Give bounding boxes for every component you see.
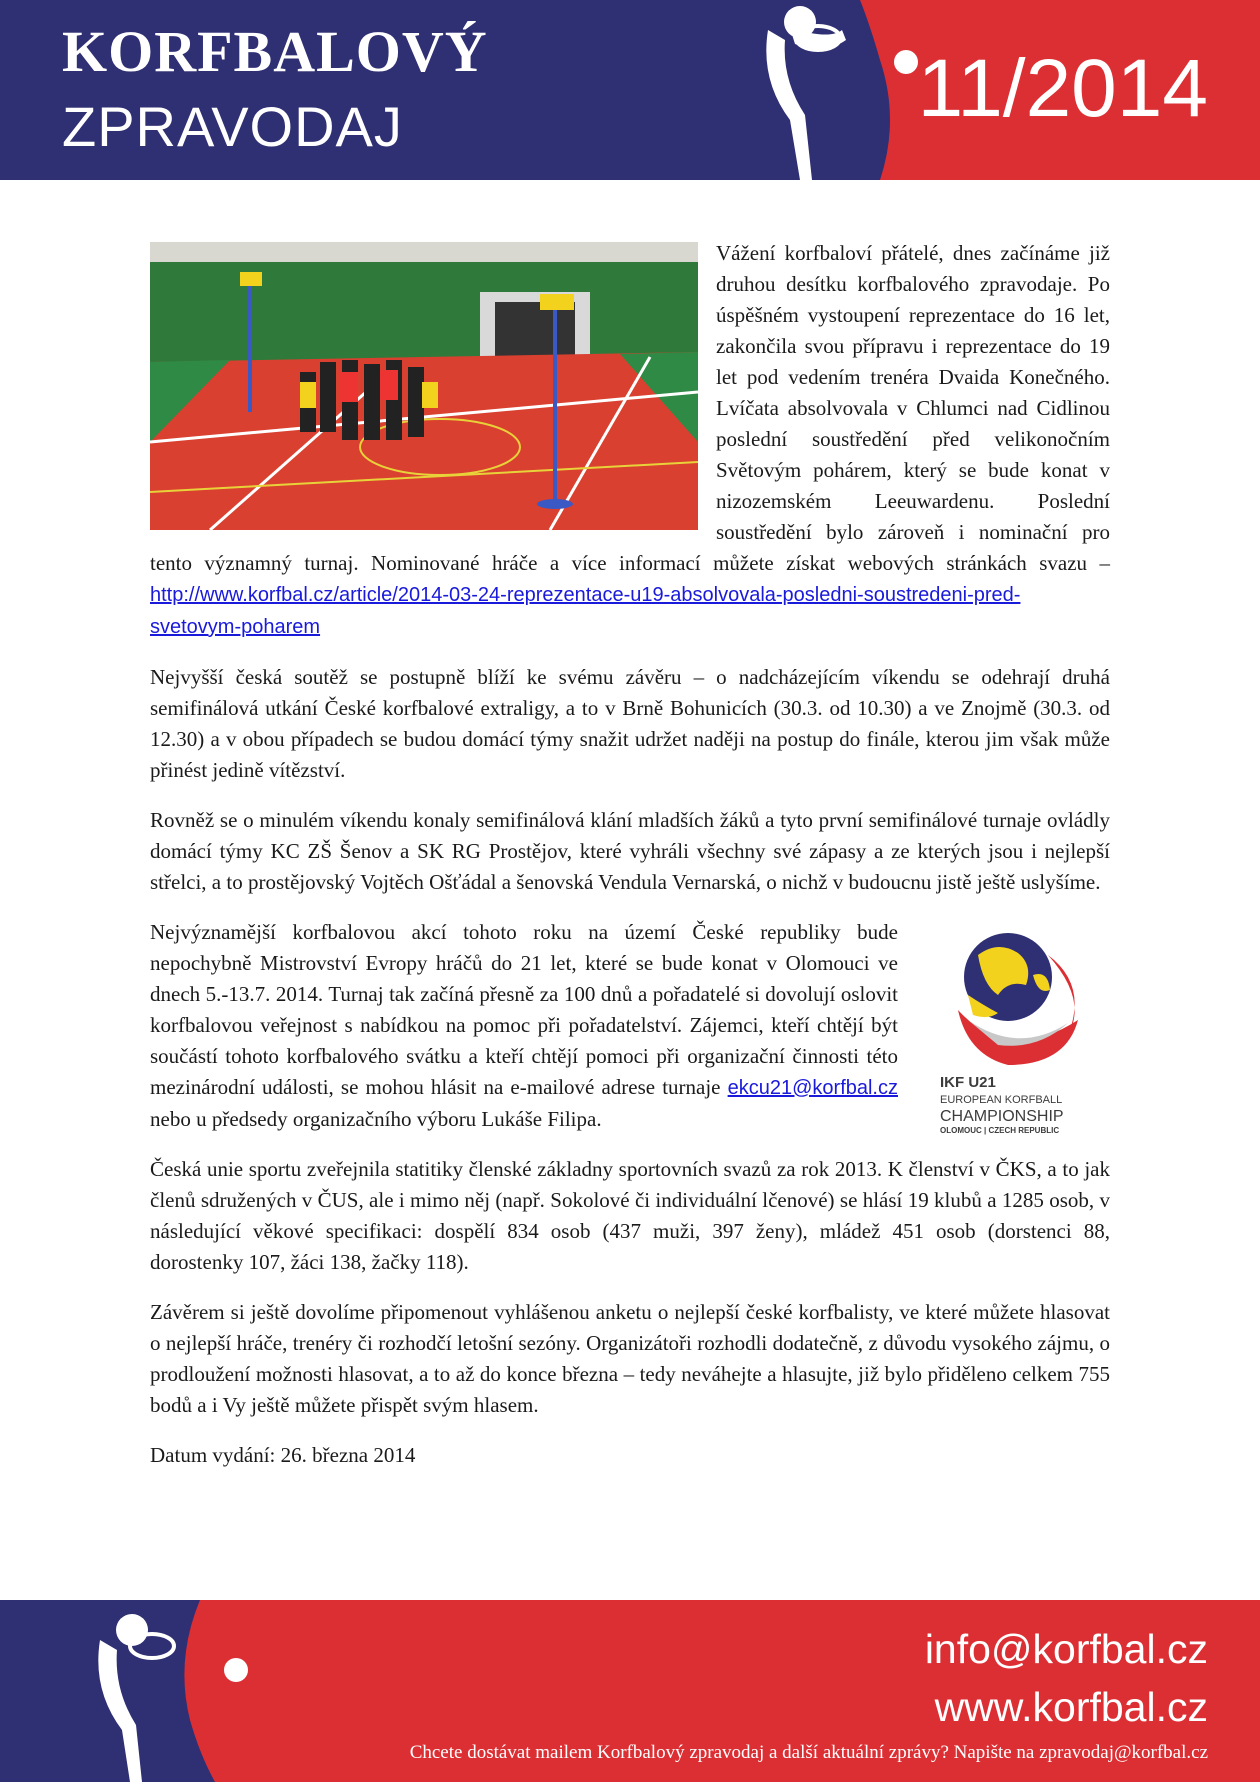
- logo-line4: OLOMOUC | CZECH REPUBLIC: [940, 1126, 1060, 1135]
- article-link[interactable]: http://www.korfbal.cz/article/2014-03-24-reprezentace-u19-absolvovala-posledni-soustredeni-pred-svetovym-poharem: [150, 584, 1021, 638]
- footer-email[interactable]: info@korfbal.cz: [924, 1626, 1208, 1672]
- footer-banner: [0, 1600, 1260, 1782]
- footer-website[interactable]: www.korfbal.cz: [934, 1684, 1208, 1730]
- paragraph-survey: Závěrem si ještě dovolíme připomenout vyhlášenou anketu o nejlepší české korfbalisty, ve které můžete hlasovat o nejlepší hráče, trenéry či rozhodčí letošní sezóny. Organizátoři rozhodli dodatečně, z důvodu vysokého zájmu, o prodloužení možnosti hlasovat, a to až do konce března – tedy neváhejte a hlasujte, již bylo přiděleno celkem 755 bodů a i Vy ještě můžete přispět svým hlasem.: [150, 1300, 1110, 1417]
- publication-date: Datum vydání: 26. března 2014: [150, 1443, 416, 1467]
- logo-line1: IKF U21: [940, 1074, 996, 1091]
- paragraph-youth: Rovněž se o minulém víkendu konaly semifinálová klání mladších žáků a tyto první semifinálové turnaje ovládly domácí týmy KC ZŠ Šenov a SK RG Prostějov, které vyhráli všechny své zápasy a ze kterých jsou i nejlepší střelci, a to prostějovský Vojtěch Ošťádal a šenovská Vendula Vernarská, o nichž v budoucnu jistě ještě uslyšíme.: [150, 808, 1110, 894]
- issue-number: 11/2014: [917, 43, 1208, 134]
- ikf-u21-logo-image: [938, 925, 1098, 1135]
- paragraph-championship-tail: nebo u předsedy organizačního výboru Lukáše Filipa.: [150, 1107, 602, 1131]
- email-link[interactable]: ekcu21@korfbal.cz: [727, 1077, 898, 1099]
- ikf-u21-logo: [938, 925, 1098, 1135]
- paragraph-championship-text: Nejvýznamější korfbalovou akcí tohoto roku na území České republiky bude nepochybně Mistrovství Evropy hráčů do 21 let, které se bude konat v Olomouci ve dnech 5.-13.7. 2014. Turnaj tak začíná přesně za 100 dnů a pořadatelé si dovolují oslovit korfbalovou veřejnost s nabídkou na pomoc při pořadatelství. Zájemci, kteří chtějí být součástí tohoto korfbalového svátku a kteří chtějí pomoci při organizační činnosti této mezinárodní události, se mohou hlásit na e-mailové adrese turnaje: [150, 920, 898, 1099]
- header-banner: [0, 0, 1260, 180]
- newsletter-title-line2: ZPRAVODAJ: [62, 95, 403, 158]
- team-photo: [150, 242, 698, 530]
- paragraph-intro: [150, 238, 1110, 643]
- paragraph-intro-text: Vážení korfbaloví přátelé, dnes začínáme již druhou desítku korfbalového zpravodaje. Po úspěšném vystoupení reprezentace do 16 let, zakončila svou přípravu i reprezentace do 19 let pod vedením trenéra Dvaida Konečného. Lvíčata absolvovala v Chlumci nad Cidlinou poslední soustředění před velikonočním Světovým pohárem, který se bude konat v nizozemském Leeuwardenu. Poslední soustředění bylo zároveň i nominační pro tento významný turnaj. Nominované hráče a více informací můžete získat webových stránkách svazu –: [150, 241, 1110, 575]
- team-photo-image: [150, 242, 698, 530]
- article-body: [150, 238, 1110, 1490]
- logo-line2: EUROPEAN KORFBALL: [940, 1094, 1063, 1106]
- footer-subscription-note: Chcete dostávat mailem Korfbalový zpravodaj a další aktuální zprávy? Napište na zpravodaj@korfbal.cz: [409, 1742, 1208, 1763]
- paragraph-statistics: Česká unie sportu zveřejnila statitiky členské základny sportovních svazů za rok 2013. K členství v ČKS, a to jak členů sdružených v ČUS, ale i mimo něj (např. Sokolové či individuální lčenové) se hlásí 19 klubů a 1285 osob, v následující věkové specifikaci: dospělí 834 osob (437 muži, 397 ženy), mládež 451 osob (dorstenci 88, dorostenky 107, žáci 138, žačky 118).: [150, 1157, 1110, 1274]
- logo-line3: CHAMPIONSHIP: [940, 1108, 1064, 1125]
- paragraph-extraliga: Nejvyšší česká soutěž se postupně blíží ke svému závěru – o nadcházejícím víkendu se odehrají druhá semifinálová utkání České korfbalové extraligy, a to v Brně Bohunicích (30.3. od 10.30) a ve Znojmě (30.3. od 12.30) a v obou případech se budou domácí týmy snažit udržet naději na postup do finále, kterou jim však může přinést jedině vítězství.: [150, 665, 1110, 782]
- paragraph-championship: [150, 917, 1110, 1135]
- newsletter-title-line1: KORFBALOVÝ: [62, 19, 488, 84]
